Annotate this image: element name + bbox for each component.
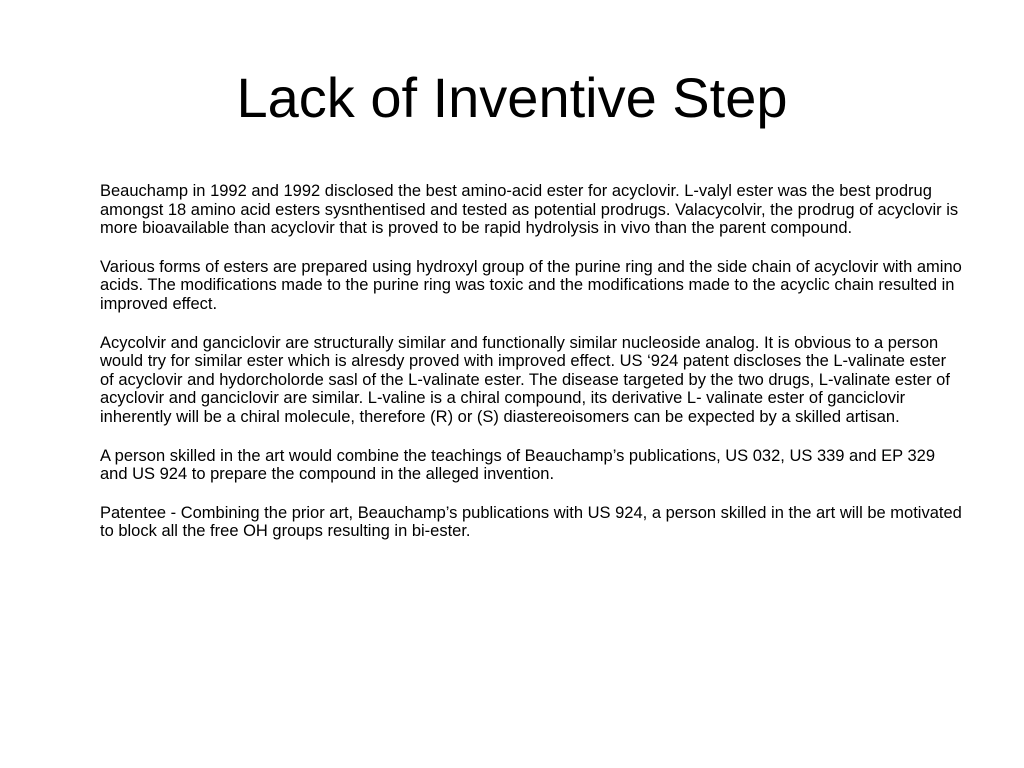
paragraph-person-skilled: A person skilled in the art would combine the teachings of Beauchamp’s publications, US 032, US 339 and EP 329 and US 924 to prepare the compound in the alleged invention.	[100, 446, 935, 484]
slide-body	[100, 182, 964, 561]
paragraph-patentee: Patentee - Combining the prior art, Beauchamp’s publications with US 924, a person skilled in the art will be motivated to block all the free OH groups resulting in bi-ester.	[100, 503, 962, 541]
slide-title: Lack of Inventive Step	[236, 66, 788, 129]
paragraph-beauchamp-1992: Beauchamp in 1992 and 1992 disclosed the best amino-acid ester for acyclovir. L-valyl ester was the best prodrug amongst 18 amino acid esters sysnthentised and tested as potential prodrugs. Valacycolvir, the prodrug of acyclovir is more bioavailable than acyclovir that is proved to be rapid hydrolysis in vivo than the parent compound.	[100, 182, 959, 238]
paragraph-acyclovir-ganciclovir: Acycolvir and ganciclovir are structurally similar and functionally similar nucleoside analog. It is obvious to a person would try for similar ester which is alresdy proved with improved effect. US ‘924 patent discloses the L-valinate ester of acyclovir and hydorcholorde sasl of the L-valinate ester. The disease targeted by the two drugs, L-valinate ester of acyclovir and ganciclovir are similar. L-valine is a chiral compound, its derivative L- valinate ester of ganciclovir inherently will be a chiral molecule, therefore (R) or (S) diastereoisomers can be expected by a skilled artisan.	[100, 333, 950, 426]
paragraph-forms-of-esters: Various forms of esters are prepared using hydroxyl group of the purine ring and the side chain of acyclovir with amino acids. The modifications made to the purine ring was toxic and the modifications made to the acyclic chain resulted in improved effect.	[100, 257, 962, 313]
